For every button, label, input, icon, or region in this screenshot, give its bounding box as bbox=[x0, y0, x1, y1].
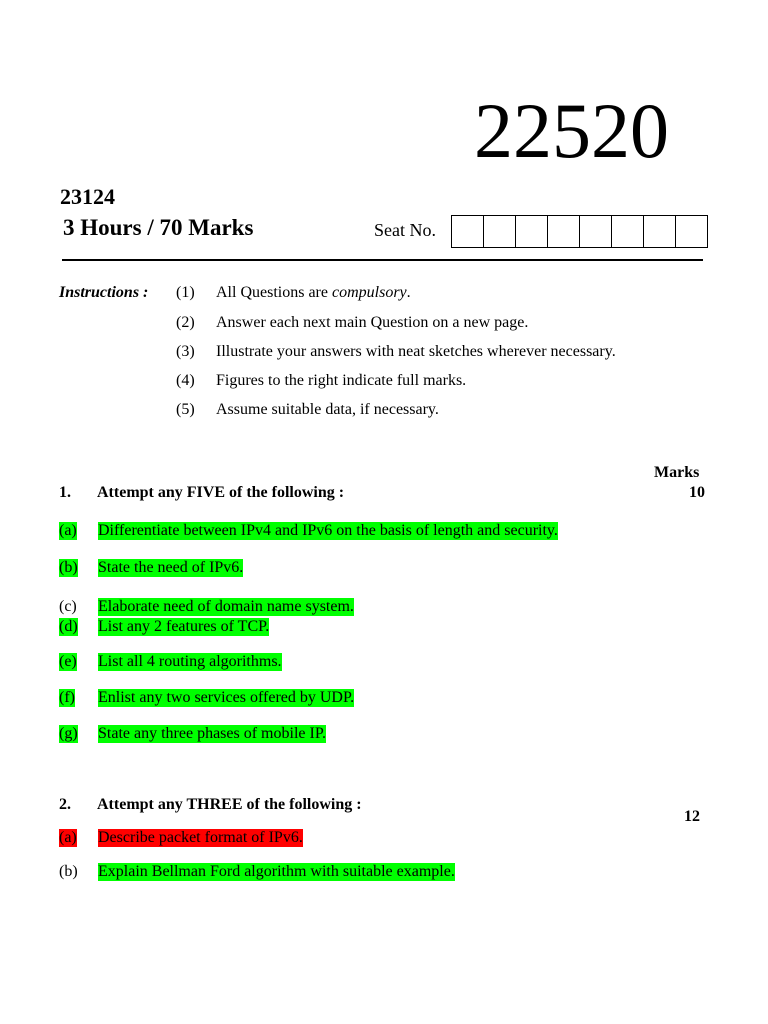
sub-question-letter: (f) bbox=[59, 689, 75, 706]
instruction-text: Figures to the right indicate full marks. bbox=[216, 372, 467, 389]
seat-box bbox=[644, 216, 676, 247]
seat-box bbox=[612, 216, 644, 247]
sub-question-text: Enlist any two services offered by UDP. bbox=[98, 689, 355, 706]
instructions-label: Instructions : bbox=[59, 284, 149, 301]
seat-box bbox=[516, 216, 548, 247]
instruction-text: Illustrate your answers with neat sketches wherever necessary. bbox=[216, 343, 616, 360]
sub-question-text: Elaborate need of domain name system. bbox=[98, 598, 354, 615]
question-title: Attempt any FIVE of the following : bbox=[97, 484, 345, 501]
seat-number-label: Seat No. bbox=[374, 220, 436, 240]
paper-series-code: 23124 bbox=[60, 184, 115, 209]
question-marks: 10 bbox=[689, 484, 705, 501]
seat-number-boxes bbox=[451, 215, 708, 248]
question-paper-code: 22520 bbox=[474, 87, 669, 174]
marks-column-heading: Marks bbox=[654, 464, 700, 481]
instruction-number: (5) bbox=[176, 401, 195, 418]
seat-box bbox=[676, 216, 707, 247]
question-title: Attempt any THREE of the following : bbox=[97, 796, 362, 813]
sub-question-text: Describe packet format of IPv6. bbox=[98, 829, 303, 846]
question-number: 1. bbox=[59, 484, 71, 501]
seat-box bbox=[580, 216, 612, 247]
instruction-number: (2) bbox=[176, 314, 195, 331]
instruction-number: (3) bbox=[176, 343, 195, 360]
sub-question-text: List all 4 routing algorithms. bbox=[98, 653, 282, 670]
header-divider bbox=[62, 259, 703, 261]
sub-question-text: State the need of IPv6. bbox=[98, 559, 244, 576]
seat-box bbox=[548, 216, 580, 247]
instruction-text: Answer each next main Question on a new page. bbox=[216, 314, 529, 331]
seat-box bbox=[452, 216, 484, 247]
instruction-number: (1) bbox=[176, 284, 195, 301]
seat-box bbox=[484, 216, 516, 247]
instruction-number: (4) bbox=[176, 372, 195, 389]
sub-question-text: Differentiate between IPv4 and IPv6 on the basis of length and security. bbox=[98, 522, 558, 539]
sub-question-text: State any three phases of mobile IP. bbox=[98, 725, 326, 742]
sub-question-letter: (g) bbox=[59, 725, 78, 742]
question-marks: 12 bbox=[684, 808, 700, 825]
instruction-text: Assume suitable data, if necessary. bbox=[216, 401, 439, 418]
instruction-emphasis: compulsory bbox=[331, 284, 407, 301]
sub-question-letter: (b) bbox=[59, 559, 78, 576]
sub-question-text: Explain Bellman Ford algorithm with suitable example. bbox=[98, 863, 455, 880]
sub-question-letter: (d) bbox=[59, 618, 78, 635]
instruction-text: All Questions are compulsory. bbox=[216, 284, 411, 301]
duration-and-marks: 3 Hours / 70 Marks bbox=[63, 215, 254, 240]
question-number: 2. bbox=[59, 796, 71, 813]
sub-question-letter: (c) bbox=[59, 598, 77, 615]
sub-question-text: List any 2 features of TCP. bbox=[98, 618, 270, 635]
sub-question-letter: (a) bbox=[59, 829, 77, 846]
sub-question-letter: (b) bbox=[59, 863, 78, 880]
sub-question-letter: (a) bbox=[59, 522, 77, 539]
sub-question-letter: (e) bbox=[59, 653, 77, 670]
